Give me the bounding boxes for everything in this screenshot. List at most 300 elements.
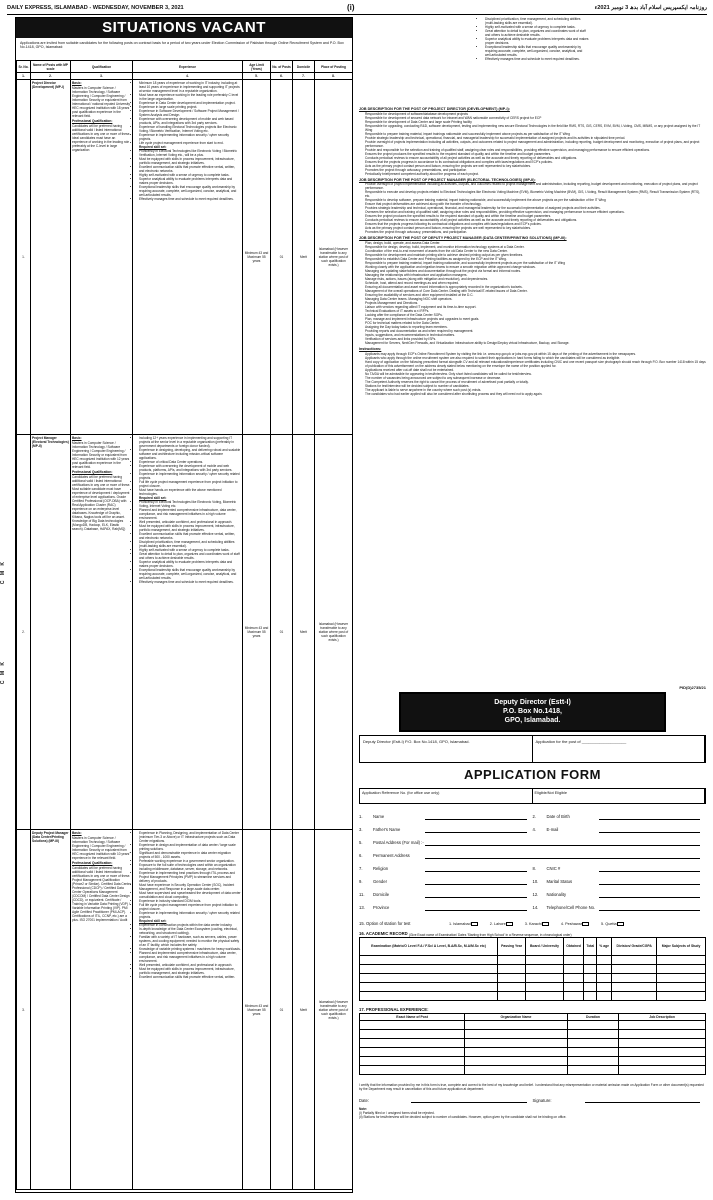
jd-item: • Verification of services and links provided by ISPs. bbox=[365, 337, 706, 341]
professional-cell[interactable] bbox=[619, 1020, 706, 1029]
field-label: Name bbox=[373, 814, 385, 820]
table-header bbox=[17, 61, 353, 73]
academic-cell[interactable] bbox=[657, 982, 706, 991]
academic-cell[interactable] bbox=[526, 973, 564, 982]
jd-item: • Ensure that project deliverables are achieved along with the transfer of technology. bbox=[365, 202, 706, 206]
field-input[interactable] bbox=[599, 879, 701, 885]
jd-item: • The candidates who had earlier applied will also be considered after shortlisting process and they will need not to apply again. bbox=[365, 392, 706, 396]
academic-cell[interactable] bbox=[612, 991, 657, 1000]
jd-item: • Responsible for development of secured data network for Intranet and WAN nationwide connectivity of CERS project for ECP bbox=[365, 116, 706, 120]
column-header: Age Limit (Years) bbox=[243, 61, 271, 73]
experience-item: • Experience in large scale printing project. bbox=[139, 105, 241, 109]
experience-item: • Must be equipped with skills in process improvement, infrastructure, portfolio management, and strategic initiatives. bbox=[139, 157, 241, 165]
intro-text: Applications are invited from suitable candidates for the following posts on contract basis for a period of two years under Election Commission of Pakistan through Online Recruitment System and P.O. Box No.1418, GPO, Islamabad: bbox=[20, 41, 344, 50]
jd-item: • Responsible to establish Data Center and Printing facilities as assigned by the ECP and the IT Wing. bbox=[365, 257, 706, 261]
jd-item: • Responsible to prepare training material, impart training nationwide, and successfully implement projects as per the satisfaction of the IT Wing bbox=[365, 261, 706, 265]
academic-cell[interactable] bbox=[584, 955, 597, 964]
academic-title: 16. ACADEMIC RECORD bbox=[359, 931, 408, 937]
post-name: Deputy Project Manager (Data Center/Printing Solutions) (MP-III) bbox=[31, 830, 71, 1190]
jd-item: • Responsible for upgrading, conducting R&D, software development, testing and implementing new secure Electoral Technologies in the field like RMS, RTS, GIS, CERS, EVM, BVM, I-Voting, CMS, MBMS, or any project assigned by the IT Wing bbox=[365, 124, 706, 132]
professional-row bbox=[360, 1047, 706, 1056]
experience-list bbox=[134, 81, 241, 201]
reference-box bbox=[359, 788, 706, 804]
experience-item: • Experience of handling Electoral Technologies projects like Electronic Voting / Biometric Verification, Internet Voting etc. bbox=[139, 125, 241, 133]
envelope-to: Deputy Director (Estt-I) P.O. Box No.1418, GPO, Islamabad. bbox=[360, 736, 533, 762]
academic-cell[interactable] bbox=[526, 982, 564, 991]
experience-item: • Experience in implementing information security / cyber security related projects. bbox=[139, 911, 241, 919]
jd-item: • Ensuring the availability of services and other equipment installed at the D.C. bbox=[365, 293, 706, 297]
jd-title: JOB DESCRIPTION FOR THE POST OF PROJECT MANAGER (ELECTORAL TECHNOLOGIES) (MP-II): bbox=[359, 177, 536, 182]
station-option[interactable] bbox=[525, 922, 551, 927]
jd-item: • Ensures the project produces the specified results to the required standard of quality and within the timeline and budget parameters. bbox=[365, 152, 706, 156]
professional-cell[interactable] bbox=[465, 1038, 568, 1047]
field-input[interactable] bbox=[599, 892, 701, 898]
table-row bbox=[17, 80, 353, 435]
form-fields bbox=[359, 807, 706, 911]
jd-title: JOB DESCRIPTION FOR THE POST OF PROJECT DIRECTOR (DEVELOPMENT) (MP-I): bbox=[359, 107, 510, 111]
field-label: Date of Birth bbox=[546, 814, 570, 820]
experience-item: • Minimum 18 years of experience of working in IT industry, including at least 10 years of experience in implementing and supporting IT projects at senior management level in a reputable organization. bbox=[139, 81, 241, 93]
academic-cell[interactable] bbox=[612, 955, 657, 964]
post-qualification bbox=[71, 80, 133, 435]
experience-item: • Effectively manages time and schedule to meet required deadlines. bbox=[139, 197, 241, 201]
field-label: Marital Status bbox=[546, 879, 573, 885]
post-name: Project Manager (Electoral Technologies) (MP-II) bbox=[31, 435, 71, 830]
field-number: 1. bbox=[359, 814, 363, 820]
experience-item: • Excellent communication skills that promote effective verbal, written. bbox=[139, 975, 241, 979]
professional-cell[interactable] bbox=[567, 1020, 618, 1029]
academic-cell[interactable] bbox=[563, 955, 584, 964]
academic-cell[interactable] bbox=[498, 955, 526, 964]
academic-table bbox=[359, 937, 706, 1001]
column-header: No. of Posts bbox=[271, 61, 293, 73]
field-number: 4. bbox=[532, 827, 536, 833]
field-input[interactable] bbox=[599, 814, 701, 820]
form-row bbox=[359, 820, 706, 833]
jd-item: • Projects Management and Directions. bbox=[365, 301, 706, 305]
professional-cell[interactable] bbox=[619, 1065, 706, 1074]
professional-heading bbox=[359, 1001, 706, 1013]
deputy-line2: P.O. Box No.1418, bbox=[502, 707, 562, 715]
jd-list bbox=[359, 182, 706, 234]
jd-item: • Applicants may apply through ECP's Online Recruitment System by visiting the link i.e. www.ecp.gov.pk or jobs.ecp.gov.pk within 15 days of the printing of the advertisement in the newspapers. bbox=[365, 352, 706, 356]
professional-row bbox=[360, 1065, 706, 1074]
jd-item: • Conducts periodical reviews to ensure accountability of all project activities as well as the accurate and timely reporting of deliverables and obligations. bbox=[365, 218, 706, 222]
professional-cell[interactable] bbox=[567, 1029, 618, 1038]
academic-cell[interactable] bbox=[526, 991, 564, 1000]
academic-cell[interactable] bbox=[498, 973, 526, 982]
academic-cell[interactable] bbox=[584, 991, 597, 1000]
experience-item: • Experience with overseeing the development of mobile and web products, platforms, APIs, and integrations with 3rd party services. bbox=[139, 464, 241, 472]
academic-cell[interactable] bbox=[563, 982, 584, 991]
jd-item: • Managing and updating stakeholders and documentation throughout the project via formal and informal routes. bbox=[365, 269, 706, 273]
table-row bbox=[17, 435, 353, 830]
jd-item: • Provide oversight of project implementation including all activities, outputs, and outcomes related to project management and administration, including reporting, budget development and monitoring, execution of project plans, and project performance. bbox=[365, 182, 706, 190]
academic-cell[interactable] bbox=[612, 982, 657, 991]
skills-continued bbox=[479, 17, 589, 105]
jd-item: • Provide and responsible for the selection and training of qualified staff, assigning clear roles and responsibilities, providing effective supervision, and managing performance to ensure efficient operations. bbox=[365, 148, 706, 152]
jd-item: • Hard copy of application on the following prescribed format alongwith CV and all relevant educational/experience certificates including CNIC and one recent passport size photograph should reach through P.O. Box number 1418 within 15 days of publication of this advertisement on the address clearly stated below mentioning on the envelope the name of the position applied for. bbox=[365, 360, 706, 368]
note-item: (i) Partially filled or / unsigned forms shall be rejected. bbox=[359, 1110, 435, 1115]
column-number: 6. bbox=[271, 73, 293, 80]
experience-item: • Highly self-motivated with a sense of urgency to complete tasks. bbox=[139, 548, 241, 552]
jd-item: • Responsible for design, develop, build, implement, and monitor information technology systems at a Data Center. bbox=[365, 245, 706, 249]
jd-item: • Technical Evaluations of IT assets w.r.t RFPs. bbox=[365, 309, 706, 313]
experience-item: Required skill set: bbox=[139, 919, 167, 923]
form-row bbox=[359, 872, 706, 885]
academic-cell[interactable] bbox=[360, 955, 498, 964]
skill-item: • Highly self-motivated with a sense of urgency to complete tasks. bbox=[485, 25, 589, 29]
academic-cell[interactable] bbox=[563, 964, 584, 973]
field-number: 13. bbox=[359, 905, 365, 911]
station-checkbox[interactable] bbox=[506, 922, 513, 926]
field-number: 3. bbox=[359, 827, 363, 833]
header-rule bbox=[7, 14, 707, 15]
station-option[interactable] bbox=[601, 922, 626, 927]
jd-item: • Promotes the project through advocacy, presentations, and participation bbox=[365, 168, 706, 172]
academic-cell[interactable] bbox=[584, 964, 597, 973]
column-header: Name of Posts with MP scale bbox=[31, 61, 71, 73]
experience-item: • Full life cycle project management experience from project initiation to project closure. bbox=[139, 903, 241, 911]
academic-header: Total bbox=[584, 937, 597, 955]
deputy-address-banner bbox=[399, 692, 666, 732]
notes bbox=[359, 1107, 706, 1119]
professional-row bbox=[360, 1020, 706, 1029]
experience-item: • Highly self-motivated with a sense of urgency to complete tasks. bbox=[139, 173, 241, 177]
jd-item: • Plan, design, build, operate, and assess Data Center. bbox=[365, 241, 706, 245]
experience-list bbox=[134, 831, 241, 979]
signature-label: Signature: bbox=[532, 1097, 552, 1103]
station-option[interactable] bbox=[561, 922, 591, 927]
experience-item: • Exceptional leadership skills that encourage quality workmanship by requiring accurate, complete, well-organized, concise, analytical, and well-articulated results. bbox=[139, 568, 241, 580]
field-input[interactable] bbox=[425, 892, 527, 898]
professional-qualification: Candidates will be preferred having additional valid / listed international certifications in any one or more of these. Ideal candidates must have an experience of working in the leading role preferably at the C-level in large organization bbox=[72, 124, 131, 152]
academic-cell[interactable] bbox=[360, 982, 498, 991]
jd-title: Instructions: bbox=[359, 346, 382, 351]
academic-header: % age bbox=[597, 937, 612, 955]
field-number: 7. bbox=[359, 866, 363, 872]
experience-item: • In-depth knowledge of the Data Center Ecosystem (cooling, electrical, networking, and structured cabling). bbox=[139, 927, 241, 935]
jd-item: • POC for technical matters related to the Data Center. bbox=[365, 321, 706, 325]
column-number: 1. bbox=[17, 73, 31, 80]
column-header: Place of Posting bbox=[315, 61, 353, 73]
jd-item: • Responsible to prepare training material, impart trainings nationwide and successfully implement above projects as per satisfaction of the IT Wing bbox=[365, 132, 706, 136]
station-name: 5. Quetta bbox=[601, 921, 617, 926]
academic-cell[interactable] bbox=[498, 991, 526, 1000]
professional-cell[interactable] bbox=[567, 1038, 618, 1047]
jd-item: • Provides strategic leadership and technical, operational, financial, and managerial leadership for the successful implementation of assigned projects and their activities. bbox=[365, 206, 706, 210]
post-serial: 3. bbox=[17, 830, 31, 1190]
post-age: Minimum 43 and Maximum 55 years bbox=[243, 80, 271, 435]
academic-cell[interactable] bbox=[612, 964, 657, 973]
experience-item: • Superior analytical ability to evaluate problems interprets data and makes proper decisions. bbox=[139, 560, 241, 568]
column-header: Qualification bbox=[71, 61, 133, 73]
professional-cell[interactable] bbox=[465, 1047, 568, 1056]
jd-item: • Schedule, host, attend and record meetings as and when required. bbox=[365, 281, 706, 285]
newspaper-header bbox=[7, 3, 707, 15]
experience-item: • Including 12+ years experience in implementing and supporting IT projects at the senior level in a reputable organization (preferably in government departments or foreign donor funded). bbox=[139, 436, 241, 448]
professional-cell[interactable] bbox=[567, 1047, 618, 1056]
experience-item: • Excellent communication skills that promote effective verbal, written, and electronic networks. bbox=[139, 165, 241, 173]
academic-cell[interactable] bbox=[563, 991, 584, 1000]
field-label: Province bbox=[373, 905, 390, 911]
professional-cell[interactable] bbox=[360, 1065, 465, 1074]
field-input[interactable] bbox=[425, 866, 527, 872]
professional-cell[interactable] bbox=[567, 1056, 618, 1065]
post-experience bbox=[133, 830, 243, 1190]
posts-table bbox=[16, 60, 353, 1190]
experience-item: • Experience in designing, developing, and delivering robust and scalable software and architecture including mission-critical software applications. bbox=[139, 448, 241, 460]
professional-cell[interactable] bbox=[619, 1029, 706, 1038]
post-place: Islamabad (However transferable to any station where post of such qualification exists.) bbox=[315, 830, 353, 1190]
academic-cell[interactable] bbox=[498, 964, 526, 973]
experience-item: • Experience in Planning, Designing, and Implementation of Data Center (minimum Tier-3 or Above) or IT Infrastructure projects such as Data Center migrations. bbox=[139, 831, 241, 843]
field-input[interactable] bbox=[425, 840, 700, 846]
experience-item: Required skill set: bbox=[139, 496, 167, 500]
jd-item: • Liaison with vendors regarding allied IT equipment and its time-to-time support. bbox=[365, 305, 706, 309]
experience-item: • Experience in Data Center development and implementation project. bbox=[139, 101, 241, 105]
jd-item: • Ensuring all documentation and asset record information is appropriately recorded in the organization's toolsets. bbox=[365, 285, 706, 289]
field-label: Religion bbox=[373, 866, 389, 872]
jd-item: • Stations for test/interview will be decided subject to number of candidates. bbox=[365, 384, 706, 388]
academic-cell[interactable] bbox=[597, 982, 612, 991]
academic-header: Obtained bbox=[563, 937, 584, 955]
field-label: Domicile bbox=[373, 892, 390, 898]
field-input[interactable] bbox=[599, 827, 701, 833]
jd-item: • Plan, manage and implement infrastructure projects and upgrades to meet goals. bbox=[365, 317, 706, 321]
jd-item: • Assigning the Day today tasks to reporting team members. bbox=[365, 325, 706, 329]
field-label: Gender bbox=[373, 879, 387, 885]
date-label: Date: bbox=[359, 1097, 370, 1103]
field-input[interactable] bbox=[599, 866, 701, 872]
jd-item: • Working closely with the application and migration teams to ensure a smooth migration within approved change windows. bbox=[365, 265, 706, 269]
experience-item: • Exceptional leadership skills that encourage quality workmanship by requiring accurate, complete, well-organized, concise, analytical, and well-articulated results. bbox=[139, 185, 241, 197]
station-option[interactable] bbox=[449, 922, 480, 927]
jd-item: • Ensures that the projects progress following its contractual obligations and complies with laws/regulations and ECP's policies. bbox=[365, 222, 706, 226]
field-number: 2. bbox=[532, 814, 536, 820]
academic-cell[interactable] bbox=[498, 982, 526, 991]
basic-label: Basic: bbox=[72, 831, 82, 835]
post-age: Minimum 43 and Maximum 55 years bbox=[243, 830, 271, 1190]
post-experience bbox=[133, 80, 243, 435]
experience-item: • Planned and implemented comprehensive infrastructure, data center, compliance, and risk management initiatives in a high volume environment. bbox=[139, 508, 241, 520]
professional-cell[interactable] bbox=[465, 1056, 568, 1065]
jd-list bbox=[359, 352, 706, 396]
jd-item: • Applicants who apply through the online recruitment system are also required to submit their applications in hard forms failing to which the candidates will be considered as ineligible. bbox=[365, 356, 706, 360]
column-number: 7. bbox=[293, 73, 315, 80]
jd-item: • The Competent Authority reserves the right to cancel the process of recruitment of advertised post partially or totally. bbox=[365, 380, 706, 384]
column-number: 3. bbox=[71, 73, 133, 80]
academic-cell[interactable] bbox=[612, 973, 657, 982]
professional-cell[interactable] bbox=[465, 1065, 568, 1074]
academic-header: Passing Year bbox=[498, 937, 526, 955]
application-form-title: APPLICATION FORM bbox=[463, 767, 602, 783]
academic-cell[interactable] bbox=[597, 964, 612, 973]
jd-item: • Provide oversight of projects implementation including all activities, outputs, and outcomes related to project management and administration, including reporting, budget development and monitoring, execution of project plans, and project performance. bbox=[365, 140, 706, 148]
column-number: 2. bbox=[31, 73, 71, 80]
date-signature-row bbox=[359, 1091, 706, 1103]
station-checkbox[interactable] bbox=[471, 922, 478, 926]
academic-cell[interactable] bbox=[657, 991, 706, 1000]
declaration-text: I certify that the information provided by me in this form is true, complete and correct to the best of my knowledge and belief. I understand that any misrepresentation or material omission made on Application Form or other document(s) requested by the Department may result in cancellation of this and future application at department. bbox=[359, 1082, 704, 1091]
jd-item: • Managing the relationships with infrastructure and application managers. bbox=[365, 273, 706, 277]
jd-item: • Responsible for development of software/database development projects bbox=[365, 112, 706, 116]
professional-cell[interactable] bbox=[360, 1056, 465, 1065]
academic-cell[interactable] bbox=[526, 964, 564, 973]
jd-item: • The number of vacancies being announced are subject to any subsequent increase or decrease. bbox=[365, 376, 706, 380]
experience-item: • Knowledge of variable printing systems / machines for heavy workloads. bbox=[139, 947, 241, 951]
academic-cell[interactable] bbox=[584, 982, 597, 991]
jd-item: • Conducts periodical reviews to ensure accountability of all project activities as well as the accurate and timely reporting of deliverables and obligations. bbox=[365, 156, 706, 160]
academic-heading bbox=[359, 927, 706, 937]
field-number: 14. bbox=[532, 905, 539, 911]
field-label: Father's Name bbox=[373, 827, 401, 833]
reference-label: Application Reference No. (for office use only) bbox=[360, 789, 533, 803]
jd-item: • Inputs, suggestions, and recommendations in technical matters. bbox=[365, 333, 706, 337]
skill-item: • Exceptional leadership skills that encourage quality workmanship by requiring accurate, complete, well-organized, concise, analytical, and well-articulated results. bbox=[485, 45, 589, 57]
date-line[interactable] bbox=[411, 1097, 527, 1103]
academic-cell[interactable] bbox=[360, 964, 498, 973]
professional-cell[interactable] bbox=[360, 1029, 465, 1038]
academic-row bbox=[360, 982, 706, 991]
experience-item: • Must have hands-on experience with the above mentioned technologies. bbox=[139, 488, 241, 496]
experience-item: • Must have experience in Security Operation Center (SOC), Incident Management, and Response in a large-scale data center. bbox=[139, 883, 241, 891]
professional-qualification: Candidates will be preferred having additional valid / listed international certifications in any one or more of these. Most suitable candidate must have experience of development / deployment of enterprise level applications. Oracle Certified Professional (OCP-DBA) with Real Application Cluster (RAC) experience on an enterprise-level databases. Knowledge of Graphic, Kibana, Nagios tools will be an asset. Knowledge of Big Data technologies (MongoDB, Hadoop, ELK, Elastic search). Database, HAPAX, Rab(MQ) bbox=[72, 475, 131, 531]
experience-item: • Exposure to the full suite of technologies used within an organization including middleware, database, server, storage, and networks. bbox=[139, 863, 241, 871]
professional-cell[interactable] bbox=[360, 1020, 465, 1029]
jd-item: • Oversees the selection and training of qualified staff, assigning clear roles and responsibilities, providing effective supervision, and managing performance to ensure efficient operations. bbox=[365, 210, 706, 214]
professional-header: Duration bbox=[567, 1013, 618, 1020]
pid-code: PID(D)2735/21 bbox=[679, 685, 706, 690]
professional-row bbox=[360, 1029, 706, 1038]
field-input[interactable] bbox=[425, 814, 527, 820]
experience-item: • Full life cycle project management experience from project initiation to project closure. bbox=[139, 480, 241, 488]
professional-cell[interactable] bbox=[465, 1029, 568, 1038]
field-label: CNIC # bbox=[546, 866, 561, 872]
jd-item: • Responsible for development and maintain printing site to achieve desired printing output as per given timelines. bbox=[365, 253, 706, 257]
station-checkbox[interactable] bbox=[582, 922, 589, 926]
experience-item: • Experience of critical Data Center operations. bbox=[139, 460, 241, 464]
field-label: E-mail bbox=[546, 827, 559, 833]
pro-label: Professional Qualification: bbox=[72, 470, 113, 474]
professional-table bbox=[359, 1013, 706, 1075]
jd-item: • Providing reports and documentation as and when required by management. bbox=[365, 329, 706, 333]
professional-cell[interactable] bbox=[567, 1065, 618, 1074]
experience-item: • Excellent communication skills that promote effective verbal, written, and electronic networks. bbox=[139, 532, 241, 540]
column-header: Domicile bbox=[293, 61, 315, 73]
experience-item: • Proficiency in Electoral Technologies like Electronic Voting, Biometric Voting, Internet Voting etc. bbox=[139, 500, 241, 508]
professional-cell[interactable] bbox=[619, 1038, 706, 1047]
jd-item: • Promotes the project through advocacy, presentations, and participation. bbox=[365, 230, 706, 234]
column-header: Sr. No. bbox=[17, 61, 31, 73]
academic-header: Board / University bbox=[526, 937, 564, 955]
skill-item: • Effectively manages time and schedule to meet required deadlines. bbox=[485, 57, 589, 61]
professional-cell[interactable] bbox=[465, 1020, 568, 1029]
station-checkbox[interactable] bbox=[542, 922, 549, 926]
experience-item: Required skill set: bbox=[139, 145, 167, 149]
station-name: 4. Peshawar bbox=[560, 921, 583, 926]
experience-item: • Experience with overseeing development of mobile and web based products, APIs, and integrations with 3rd party services. bbox=[139, 117, 241, 125]
academic-cell[interactable] bbox=[597, 991, 612, 1000]
jd-item: • Looking after the compliance of the Data Center SOPs. bbox=[365, 313, 706, 317]
vacancy-column bbox=[15, 17, 353, 1193]
basic-qualification: Masters in Computer Science / Information Technology / Software Engineering / Computer Engineering / Information Security or equivalent from International / national reputed University HEC recognized institution with 18 years post qualification experience in the relevant field. bbox=[72, 86, 130, 118]
form-row bbox=[359, 898, 706, 911]
field-number: 10. bbox=[532, 879, 539, 885]
jd-list bbox=[359, 241, 706, 345]
jd-item: • Ensures the project produces the specified results to the required standard of quality and within the timeline and budget parameters. bbox=[365, 214, 706, 218]
field-input[interactable] bbox=[425, 879, 527, 885]
table-number-row bbox=[17, 73, 353, 80]
post-count: 01 bbox=[271, 435, 293, 830]
professional-cell[interactable] bbox=[619, 1056, 706, 1065]
academic-cell[interactable] bbox=[526, 955, 564, 964]
academic-cell[interactable] bbox=[360, 991, 498, 1000]
field-input[interactable] bbox=[425, 827, 527, 833]
experience-item: • Great attention to detail to plan, organizes and coordinates work of staff and others to achieve desirable results. bbox=[139, 552, 241, 560]
academic-header: Division/ Grade/CGPA bbox=[612, 937, 657, 955]
station-checkbox[interactable] bbox=[617, 922, 624, 926]
post-serial: 1. bbox=[17, 80, 31, 435]
academic-cell[interactable] bbox=[657, 964, 706, 973]
jd-item: • The applicant is liable to serve anywhere in the country where such post (s) exists. bbox=[365, 388, 706, 392]
jd-list bbox=[359, 112, 706, 176]
station-option[interactable] bbox=[490, 922, 515, 927]
cmk-mark-bottom: C M K bbox=[0, 660, 6, 685]
basic-qualification: Masters in Computer Science / Information Technology / Software Engineering / Computer Engineering / Information Security or equivalent from HEC recognized institution with 10 years' experience in the relevant field. bbox=[72, 836, 130, 860]
experience-item: • Preferable working experience in a government sector organization. bbox=[139, 859, 241, 863]
skill-item: • Great attention to detail to plan, organizes and coordinates work of staff and others to achieve desirable results. bbox=[485, 29, 589, 37]
academic-cell[interactable] bbox=[657, 973, 706, 982]
field-input[interactable] bbox=[599, 905, 701, 911]
professional-title: 17. PROFESSIONAL EXPERIENCE: bbox=[359, 1007, 429, 1013]
academic-cell[interactable] bbox=[597, 955, 612, 964]
column-number: 5. bbox=[243, 73, 271, 80]
professional-header: Job Description bbox=[619, 1013, 706, 1020]
academic-cell[interactable] bbox=[584, 973, 597, 982]
post-name: Project Director (Development) (MP-I) bbox=[31, 80, 71, 435]
experience-item: • Must have an experience working in the leading role preferably C level in the large organization. bbox=[139, 93, 241, 101]
field-number: 11. bbox=[359, 892, 365, 898]
field-input[interactable] bbox=[425, 853, 700, 859]
field-label: Postal Address (For mail) :- bbox=[373, 840, 424, 846]
academic-cell[interactable] bbox=[597, 973, 612, 982]
professional-cell[interactable] bbox=[360, 1047, 465, 1056]
post-domicile: Merit bbox=[293, 80, 315, 435]
jd-item: • Acts as the primary project contact person and liaison, ensuring the projects are well represented to key stakeholders. bbox=[365, 226, 706, 230]
form-row bbox=[359, 807, 706, 820]
academic-cell[interactable] bbox=[563, 973, 584, 982]
table-row bbox=[17, 830, 353, 1190]
field-number: 8. bbox=[532, 866, 536, 872]
professional-cell[interactable] bbox=[360, 1038, 465, 1047]
jd-item: • No TA/DA will be admissible for appearing in test/interview. Only short listed candidates will be called for test/interview. bbox=[365, 372, 706, 376]
experience-item: • Superior analytical ability to evaluate problems interprets data and makes proper decisions. bbox=[139, 177, 241, 185]
professional-cell[interactable] bbox=[619, 1047, 706, 1056]
post-domicile: Merit bbox=[293, 435, 315, 830]
academic-cell[interactable] bbox=[657, 955, 706, 964]
page-number: (i) bbox=[347, 3, 355, 12]
jd-item: • Management for Servers, NextGen Firewalls, and Virtualization Infrastructure ability to Design/Deploy virtual Infrastructure, Backup, and Storage. bbox=[365, 341, 706, 345]
professional-row bbox=[360, 1038, 706, 1047]
field-input[interactable] bbox=[425, 905, 527, 911]
skill-item: • Superior analytical ability to evaluate problems interprets data and makes proper decisions. bbox=[485, 37, 589, 45]
post-count: 01 bbox=[271, 80, 293, 435]
station-name: 3. Karachi bbox=[524, 921, 542, 926]
academic-cell[interactable] bbox=[360, 973, 498, 982]
signature-line[interactable] bbox=[585, 1097, 701, 1103]
experience-item: • Disciplined prioritization, time management, and scheduling abilities (multi-tasking skills are essential). bbox=[139, 540, 241, 548]
